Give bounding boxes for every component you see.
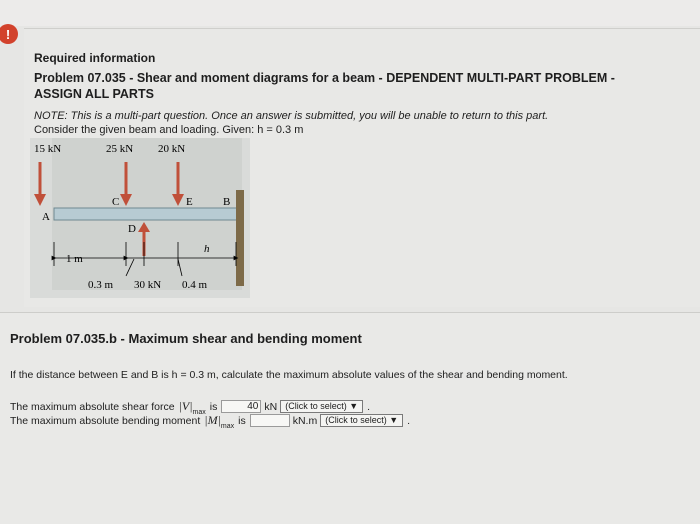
load-label-15kn: 15 kN (34, 143, 62, 155)
part-b-panel (0, 312, 700, 524)
dim-label-0-3m: 0.3 m (88, 279, 114, 291)
moment-is-text: is (238, 414, 246, 427)
dim-label-0-4m: 0.4 m (182, 279, 208, 291)
note-text (34, 109, 654, 137)
load-label-20kn: 20 kN (158, 143, 186, 155)
shear-answer-row (10, 399, 370, 414)
shear-is-text: is (209, 400, 218, 413)
dim-label-1m: 1 m (66, 253, 83, 265)
beam-figure (30, 138, 250, 298)
moment-period: . (407, 414, 411, 427)
moment-unit: kN.m (292, 414, 318, 427)
shear-symbol: $|V|_{max}$ (178, 399, 206, 416)
required-information-heading: Required information (34, 51, 156, 65)
moment-answer-input[interactable] (250, 414, 290, 427)
shear-unit: kN (264, 400, 278, 413)
shear-label: The maximum absolute shear force (10, 400, 175, 413)
point-label-e: E (186, 196, 193, 208)
wall-support-b (236, 190, 244, 286)
moment-symbol: $|M|_{max}$ (204, 413, 235, 430)
problem-title: Problem 07.035 - Shear and moment diagrams for a beam - DEPENDENT MULTI-PART PROBLEM - ASSIGN ALL PARTS (34, 71, 615, 101)
point-label-c: C (112, 196, 120, 208)
dim-label-h: h (204, 243, 210, 255)
shear-answer-input[interactable]: 40 (221, 400, 261, 413)
question-text: If the distance between E and B is h = 0.3 m, calculate the maximum absolute values of the shear and bending moment. (10, 369, 568, 381)
alert-icon: ! (0, 24, 18, 44)
top-strip (0, 0, 700, 26)
part-title: Problem 07.035.b - Maximum shear and bending moment (10, 331, 362, 346)
moment-answer-row (10, 413, 410, 428)
beam (54, 208, 242, 220)
beam-diagram (30, 138, 250, 298)
point-label-d: D (128, 223, 136, 235)
moment-direction-select[interactable]: (Click to select) ▼ (320, 414, 403, 427)
point-label-a: A (42, 211, 50, 223)
shear-period: . (367, 400, 371, 413)
shear-direction-select[interactable]: (Click to select) ▼ (280, 400, 363, 413)
note-line-2: Consider the given beam and loading. Given: h = 0.3 m (34, 124, 304, 136)
load-label-30kn: 30 kN (134, 279, 162, 291)
moment-label: The maximum absolute bending moment (10, 414, 201, 427)
point-label-b: B (223, 196, 231, 208)
note-line-1: NOTE: This is a multi-part question. Once an answer is submitted, you will be unable to return to this part. (34, 110, 549, 122)
load-label-25kn: 25 kN (106, 143, 134, 155)
